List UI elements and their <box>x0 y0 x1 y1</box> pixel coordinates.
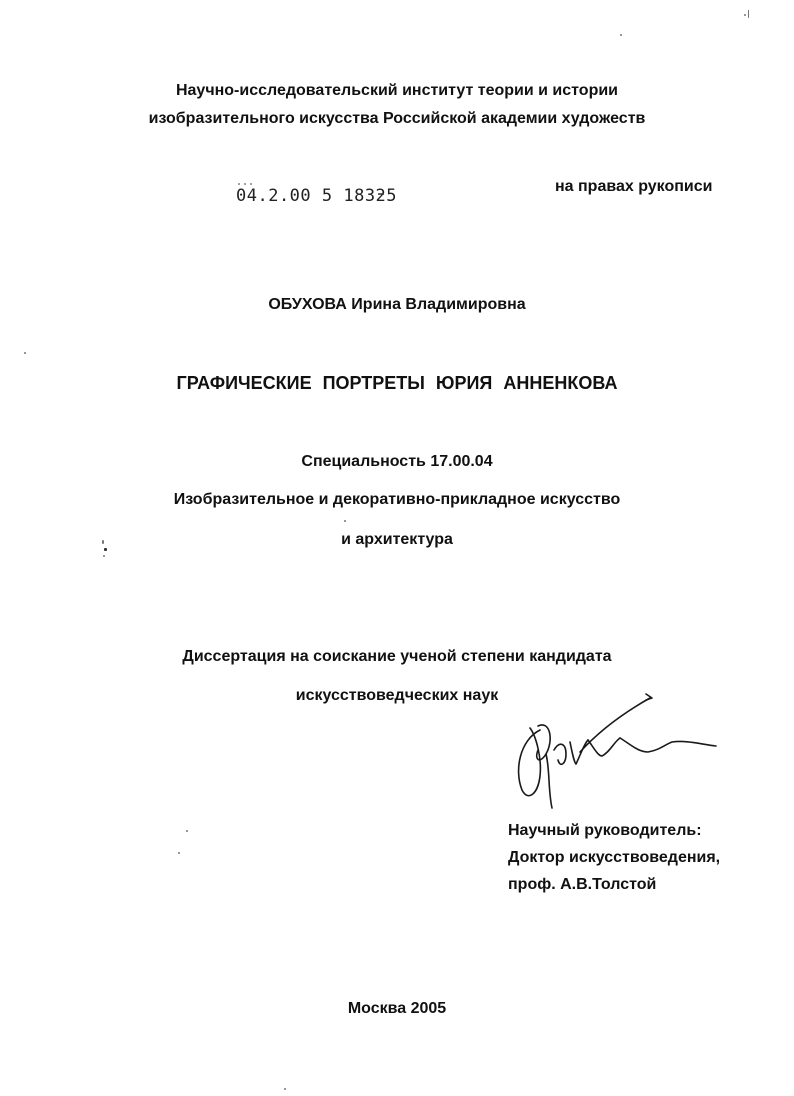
institution-line-2: изобразительного искусства Российской академии художеств <box>148 110 646 127</box>
specialty-code: Специальность 17.00.04 <box>301 453 493 470</box>
specialty-name-line-2: и архитектура <box>341 531 453 548</box>
supervisor-name: проф. А.В.Толстой <box>508 876 657 893</box>
registry-code-marks <box>236 182 266 188</box>
scan-speck <box>24 352 26 354</box>
supervisor-label: Научный руководитель: <box>508 822 702 839</box>
scan-speck <box>178 852 180 854</box>
supervisor-signature <box>510 690 730 820</box>
institution-line-1: Научно-исследовательский институт теории и истории <box>175 82 619 99</box>
degree-line-1: Диссертация на соискание ученой степени кандидата <box>182 648 612 665</box>
place-year: Москва 2005 <box>347 1000 447 1017</box>
scan-speck <box>102 540 104 544</box>
scan-speck <box>620 34 622 36</box>
author-name: ОБУХОВА Ирина Владимировна <box>268 296 526 313</box>
scan-speck <box>284 1088 286 1090</box>
scan-speck <box>104 548 107 551</box>
supervisor-degree: Доктор искусствоведения, <box>508 849 721 866</box>
registry-code: 04.2.00 5 18325 <box>236 186 398 206</box>
manuscript-rights: на правах рукописи <box>555 178 713 195</box>
scan-speck <box>344 520 346 522</box>
dissertation-title: ГРАФИЧЕСКИЕ ПОРТРЕТЫ ЮРИЯ АННЕНКОВА <box>176 373 618 393</box>
scan-speck <box>186 830 188 832</box>
specialty-name-line-1: Изобразительное и декоративно-прикладное искусство <box>173 491 621 508</box>
scan-speck <box>744 14 746 16</box>
scan-speck <box>748 10 749 18</box>
scan-speck <box>103 555 105 557</box>
registry-code-dash <box>378 192 386 198</box>
degree-line-2: искусствоведческих наук <box>295 687 499 704</box>
